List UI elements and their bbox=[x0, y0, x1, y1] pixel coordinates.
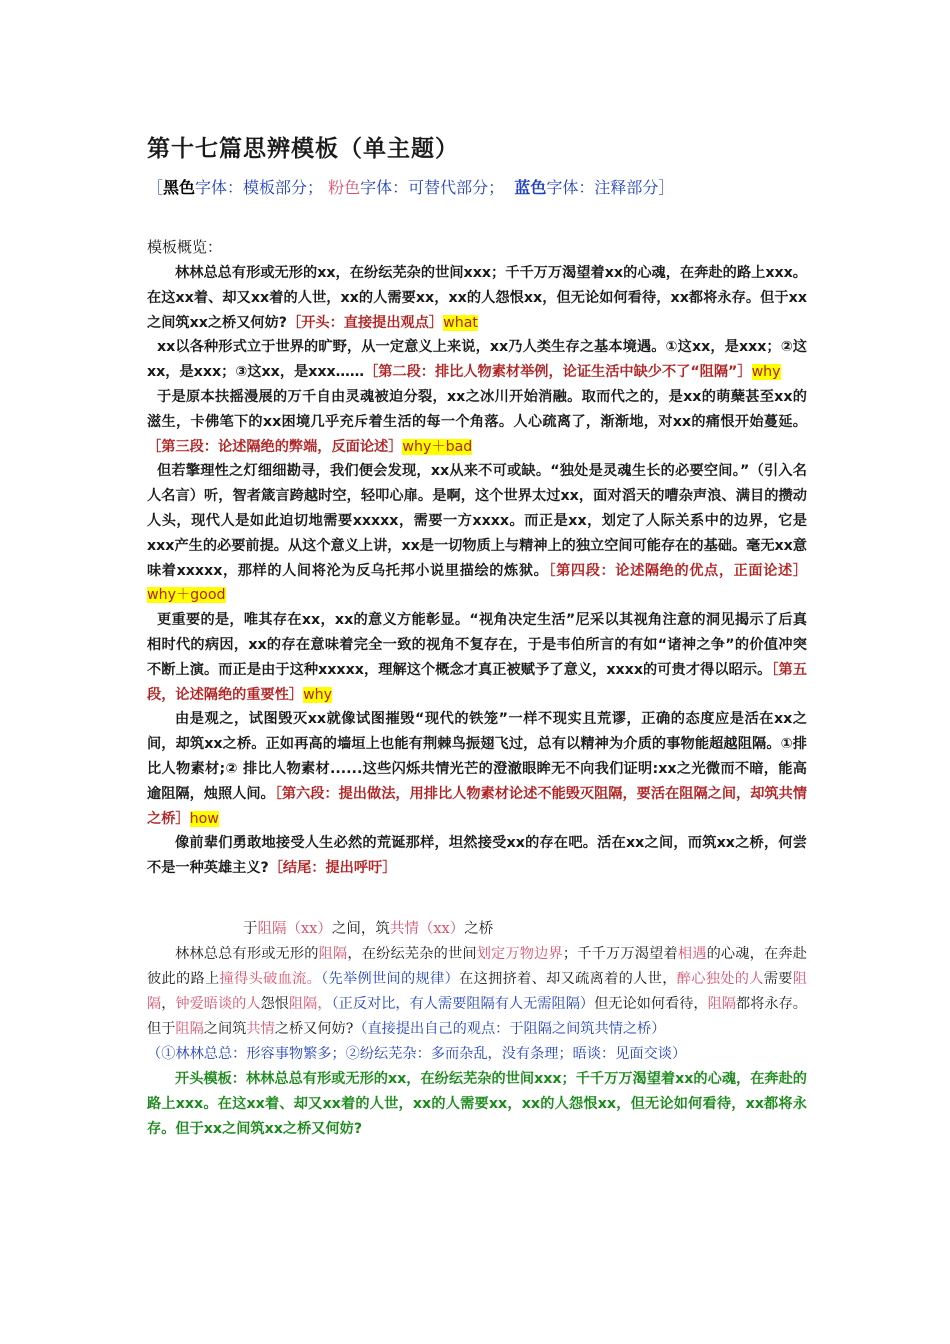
glossary-note: （①林林总总：形容事物繁多；②纷纭芜杂：多而杂乱，没有条理；晤谈：见面交谈） bbox=[147, 1045, 687, 1062]
template-paragraph-1: 林林总总有形或无形的xx，在纷纭芜杂的世间xxx；千千万万渴望着xx的心魂，在奔赴的路上xxx。在这xx着、却又xx着的人世，xx的人需要xx，xx的人怨恨xx，但无论如何看待，xx都将永存。但于xx之间筑xx之桥又何妨?［开头：直接提出观点］what bbox=[147, 265, 807, 331]
paragraph-tag: how bbox=[189, 810, 219, 827]
paragraph-note: ［第四段：论述隔绝的优点，正面论述］ bbox=[548, 562, 808, 579]
paragraph-note: ［开头：直接提出观点］ bbox=[287, 314, 444, 331]
legend-pink-suffix: 字体：可替代部分； bbox=[360, 178, 505, 197]
paragraph-note: ［第六段：提出做法，用排比人物素材论述不能毁灭阻隔，要活在阻隔之间，却筑共情之桥］ bbox=[147, 785, 807, 827]
example-paragraph: 林林总总有形或无形的阻隔，在纷纭芜杂的世间划定万物边界；千千万万渴望着相遇的心魂，在奔赴彼此的路上撞得头破血流。（先举例世间的规律）在这拥挤着、却又疏离着的人世，醉心独处的人需要阻隔，钟爱晤谈的人怨恨阻隔，（正反对比，有人需要阻隔有人无需阻隔）但无论如何看待，阻隔都将永存。但于阻隔之间筑共情之桥又何妨?（直接提出自己的观点：于阻隔之间筑共情之桥） bbox=[147, 945, 807, 1037]
template-paragraph-7: 像前辈们勇敢地接受人生必然的荒诞那样，坦然接受xx的存在吧。活在xx之间，而筑xx之桥，何尝不是一种英雄主义?［结尾：提出呼吁］ bbox=[147, 835, 807, 877]
legend-open: ［ bbox=[147, 178, 164, 197]
paragraph-note: ［结尾：提出呼吁］ bbox=[268, 860, 397, 877]
legend-black: 黑色 bbox=[163, 178, 196, 197]
legend-black-suffix: 字体：模板部分； bbox=[195, 178, 324, 197]
paragraph-tag: why bbox=[751, 364, 781, 381]
template-paragraph-3: 于是原本扶摇漫展的万千自由灵魂被迫分裂，xx之冰川开始消融。取而代之的，是xx的萌蘖甚至xx的滋生，卡佛笔下的xx困境几乎充斥着生活的每一个角落。人心疏离了，渐渐地，对xx的痛恨开始蔓延。［第三段：论述隔绝的弊端，反面论述］why＋bad bbox=[147, 388, 807, 455]
page-title: 第十七篇思辨模板（单主题） bbox=[147, 136, 459, 162]
opening-template: 开头模板：林林总总有形或无形的xx，在纷纭芜杂的世间xxx；千千万万渴望着xx的心魂，在奔赴的路上xxx。在这xx着、却又xx着的人世，xx的人需要xx，xx的人怨恨xx，但无论如何看待，xx都将永存。但于xx之间筑xx之桥又何妨? bbox=[147, 1070, 807, 1137]
paragraph-tag: why bbox=[303, 686, 333, 703]
template-paragraph-2: xx以各种形式立于世界的旷野，从一定意义上来说，xx乃人类生存之基本境遇。①这xx，是xxx；②这xx，是xxx；③这xx，是xxx……［第二段：排比人物素材举例，论证生活中缺少不了“阻隔”］why bbox=[147, 339, 807, 381]
overview-label: 模板概览： bbox=[147, 238, 223, 256]
paragraph-note: ［第二段：排比人物素材举例，论证生活中缺少不了“阻隔”］ bbox=[364, 364, 752, 381]
legend-close: ］ bbox=[658, 178, 675, 197]
legend-pink: 粉色 bbox=[328, 178, 361, 197]
legend-blue: 蓝色 bbox=[514, 178, 547, 197]
paragraph-note: ［第三段：论述隔绝的弊端，反面论述］ bbox=[147, 438, 403, 455]
template-paragraph-5: 更重要的是，唯其存在xx，xx的意义方能彰显。“视角决定生活”尼采以其视角注意的洞见揭示了后真相时代的病因，xx的存在意味着完全一致的视角不复存在，于是韦伯所言的有如“诸神之争”的价值冲突不断上演。而正是由于这种xxxxx，理解这个概念才真正被赋予了意义，xxxx的可贵才得以昭示。［第五段，论述隔绝的重要性］why bbox=[147, 612, 807, 703]
template-paragraph-6: 由是观之，试图毁灭xx就像试图摧毁“现代的铁笼”一样不现实且荒谬，正确的态度应是活在xx之间，却筑xx之桥。正如再高的墙垣上也能有荆棘鸟振翅飞过，总有以精神为介质的事物能超越阻隔。①排比人物素材;② 排比人物素材......这些闪烁共情光芒的澄澈眼眸无不向我们证明:xx之光微而不暗，能高逾阻隔，烛照人间。［第六段：提出做法，用排比人物素材论述不能毁灭阻隔，要活在阻隔之间，却筑共情之桥］how bbox=[147, 711, 807, 827]
paragraph-note: ［第五段，论述隔绝的重要性］ bbox=[147, 661, 807, 703]
color-legend bbox=[147, 175, 807, 198]
paragraph-tag: what bbox=[443, 314, 478, 331]
legend-blue-suffix: 字体：注释部分 bbox=[546, 178, 659, 197]
paragraph-tag: why＋good bbox=[147, 587, 226, 604]
document-page bbox=[147, 130, 807, 1142]
template-paragraph-4: 但若擎理性之灯细细勘寻，我们便会发现，xx从来不可或缺。“独处是灵魂生长的必要空间。”（引入名人名言）听，智者箴言跨越时空，轻叩心扉。是啊，这个世界太过xx，面对滔天的嘈杂声浪、满目的攒动人头，现代人是如此迫切地需要xxxxx，需要一方xxxx。而正是xx，划定了人际关系中的边界，它是xxx产生的必要前提。从这个意义上讲，xx是一切物质上与精神上的独立空间可能存在的基础。毫无xx意味着xxxxx，那样的人间将沦为反乌托邦小说里描绘的炼狱。［第四段：论述隔绝的优点，正面论述］why＋good bbox=[147, 463, 808, 604]
example-title: 于阻隔（xx）之间，筑共情（xx）之桥 bbox=[243, 920, 494, 937]
paragraph-tag: why＋bad bbox=[402, 438, 473, 455]
